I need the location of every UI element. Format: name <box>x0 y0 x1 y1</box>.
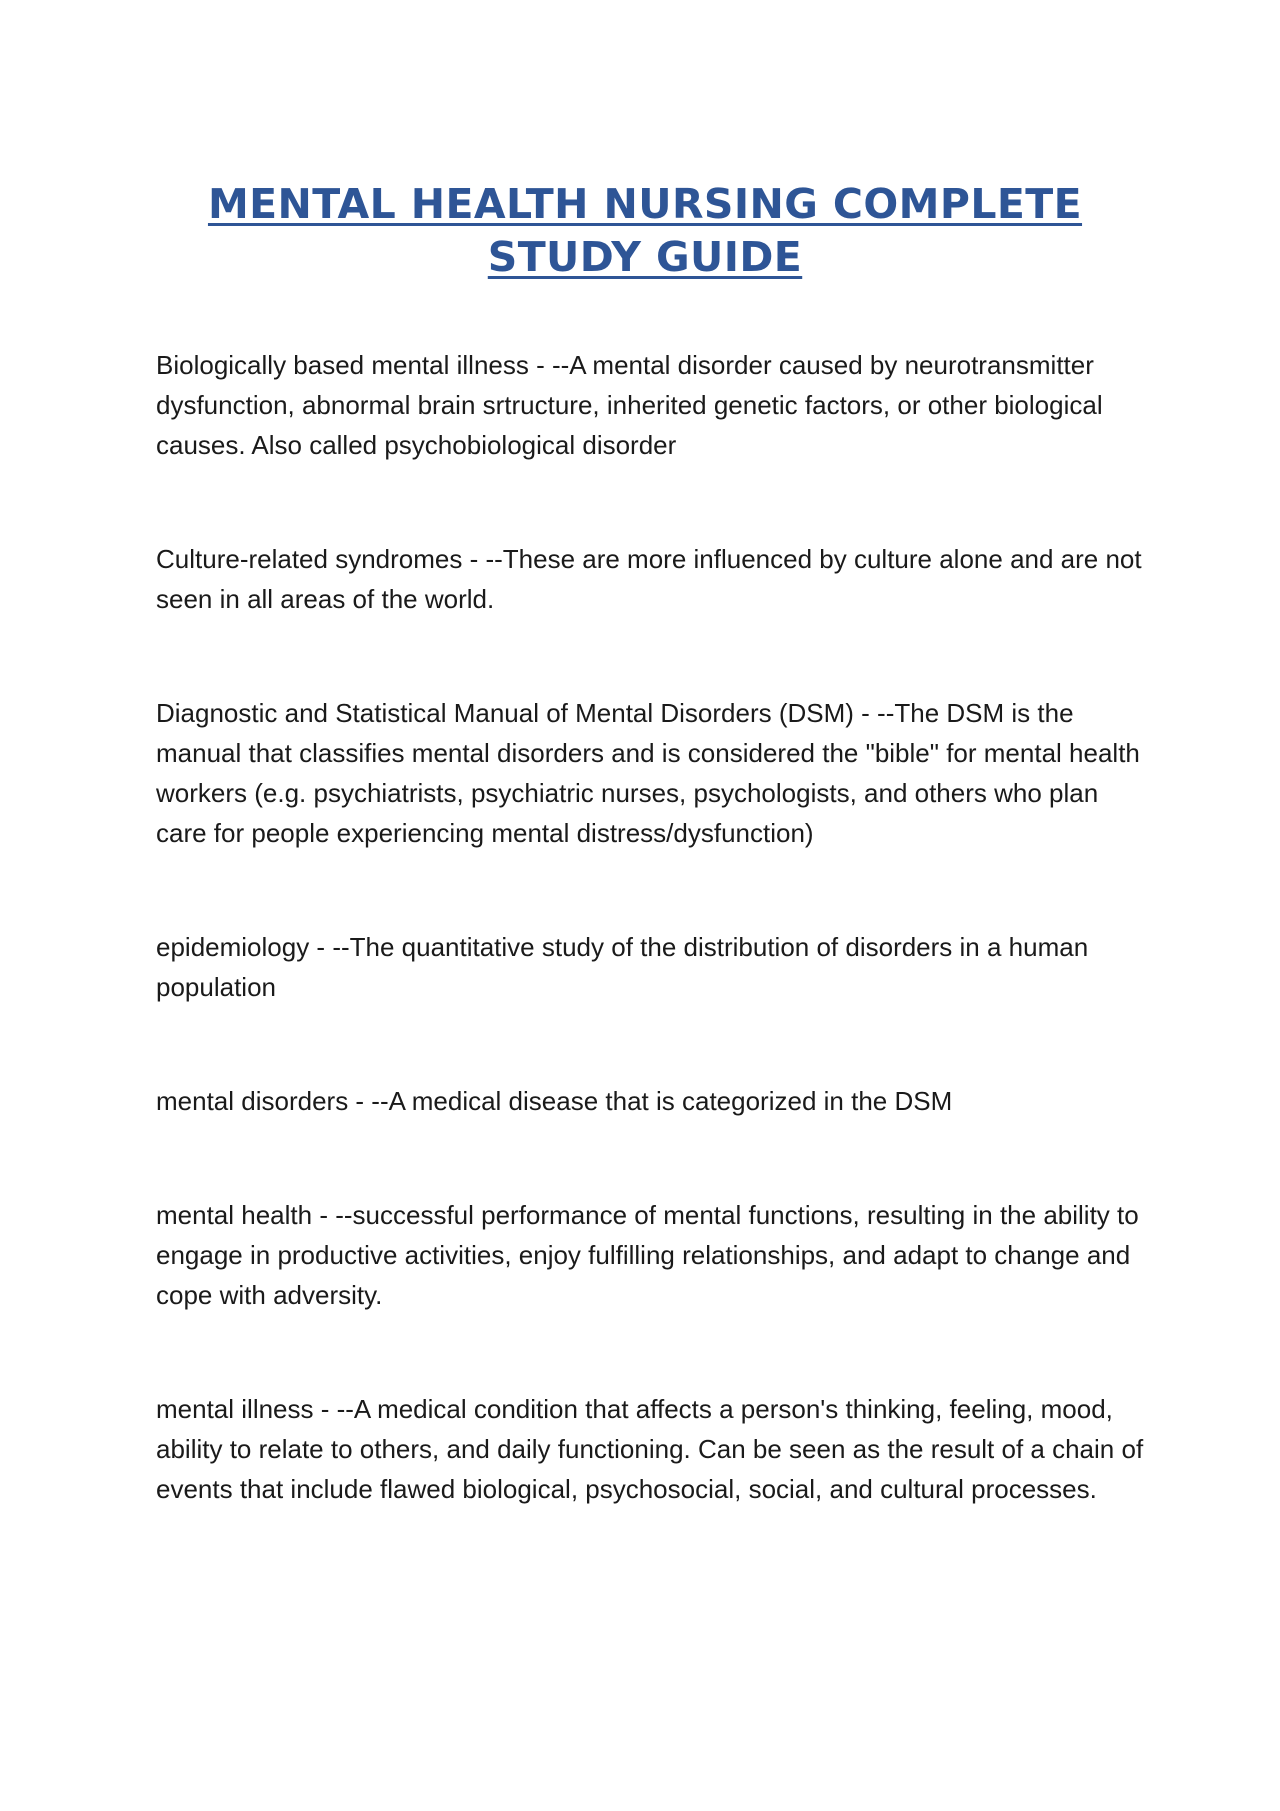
definition-entry: mental health - --successful performance of mental functions, resulting in the ability to engage in productive activities, enjoy fulfilling relationships, and adapt to change and cope with adversity. <box>156 1200 1139 1310</box>
definition-entry: mental disorders - --A medical disease that is categorized in the DSM <box>156 1086 953 1116</box>
definition-entry: Culture-related syndromes - --These are more influenced by culture alone and are not seen in all areas of the world. <box>156 544 1142 614</box>
definition-entry: mental illness - --A medical condition that affects a person's thinking, feeling, mood, ability to relate to others, and daily functioning. Can be seen as the result of a chain of events that include flawed biological, psychosocial, social, and cultural processes. <box>156 1394 1144 1504</box>
definition-entry: epidemiology - --The quantitative study of the distribution of disorders in a human population <box>156 932 1089 1002</box>
definition-entry: Diagnostic and Statistical Manual of Mental Disorders (DSM) - --The DSM is the manual that classifies mental disorders and is considered the "bible" for mental health workers (e.g. psychiatrists, psychiatric nurses, psychologists, and others who plan care for people experiencing mental distress/dysfunction) <box>156 698 1140 848</box>
definition-entry: Biologically based mental illness - --A mental disorder caused by neurotransmitter dysfunction, abnormal brain srtructure, inherited genetic factors, or other biological causes. Also called psychobiological disorder <box>156 350 1103 460</box>
definitions-list <box>156 345 1146 1583</box>
page-title: MENTAL HEALTH NURSING COMPLETE STUDY GUIDE <box>207 180 1083 281</box>
